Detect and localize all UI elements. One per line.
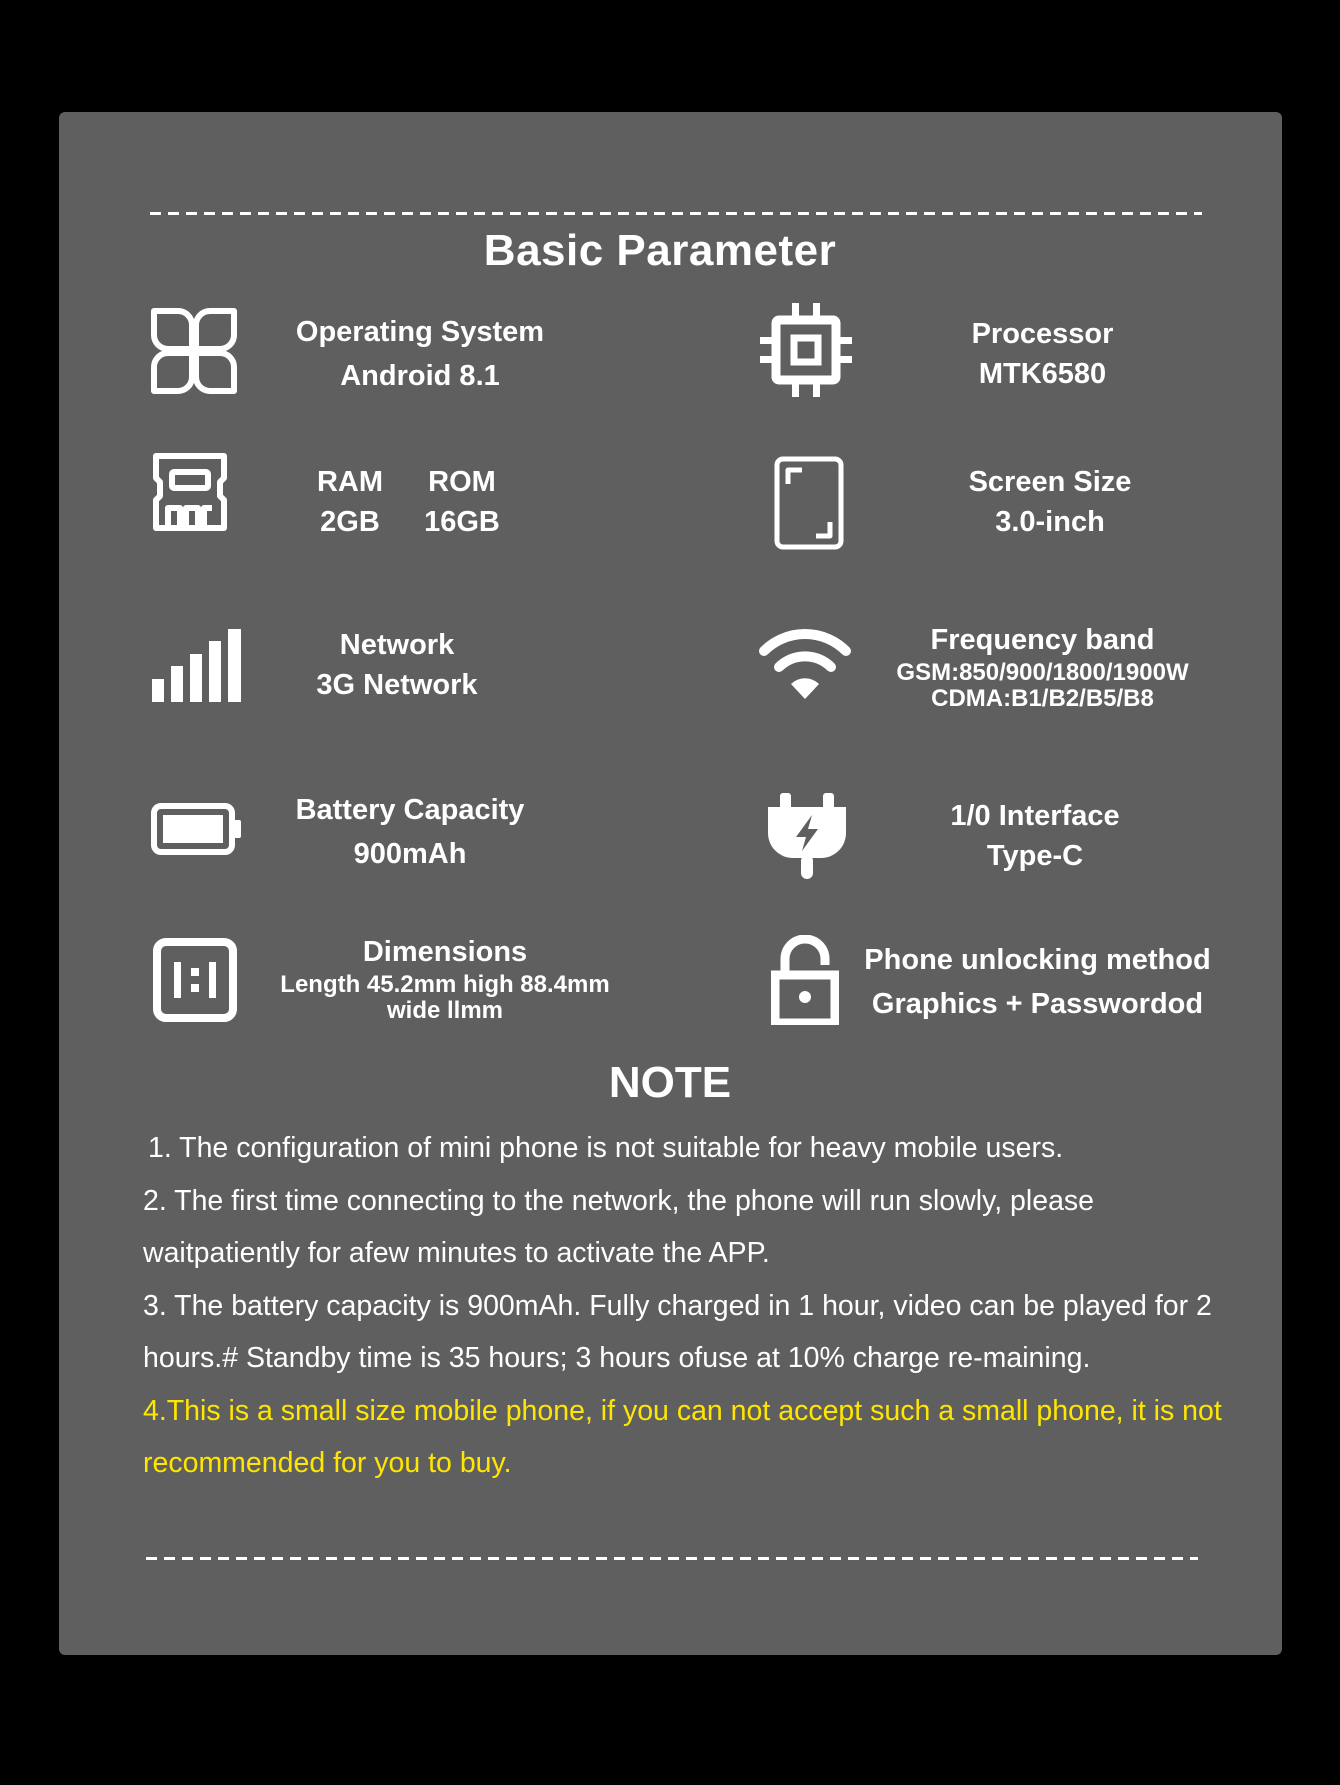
screen-frame-icon	[774, 456, 844, 550]
frequency-cdma: CDMA:B1/B2/B5/B8	[931, 685, 1154, 712]
ram-label: RAM	[316, 466, 384, 498]
unlock-spec	[855, 940, 1220, 1024]
unlock-label: Phone unlocking method	[864, 944, 1211, 976]
unlock-value: Graphics + Passwordod	[871, 988, 1204, 1020]
screen-label: Screen Size	[968, 466, 1132, 498]
network-label: Network	[339, 629, 455, 661]
frequency-label: Frequency band	[930, 624, 1155, 656]
rom-label: ROM	[428, 466, 496, 498]
battery-spec	[280, 790, 540, 874]
frequency-gsm: GSM:850/900/1800/1900W	[896, 659, 1189, 686]
note-item-2: 2. The first time connecting to the network, the phone will run slowly, please waitpatiently for afew minutes to activate the APP.	[143, 1184, 1095, 1269]
note-list	[143, 1122, 1223, 1490]
processor-value: MTK6580	[978, 358, 1107, 390]
screen-spec	[900, 462, 1200, 542]
dimensions-line1: Length 45.2mm high 88.4mm	[280, 971, 610, 998]
dimensions-line2: wide llmm	[386, 997, 504, 1024]
dimensions-label: Dimensions	[362, 936, 528, 968]
battery-value: 900mAh	[353, 838, 467, 870]
aspect-ratio-icon	[153, 938, 237, 1022]
unlocked-padlock-icon	[771, 935, 839, 1025]
battery-icon	[151, 803, 243, 855]
note-title: NOTE	[608, 1058, 732, 1107]
interface-value: Type-C	[986, 840, 1084, 872]
screen-value: 3.0-inch	[995, 506, 1105, 538]
frequency-spec	[870, 620, 1215, 712]
processor-spec	[900, 314, 1185, 394]
cpu-chip-icon	[758, 301, 854, 399]
note-item-1: 1. The configuration of mini phone is not suitable for heavy mobile users.	[148, 1132, 1064, 1164]
rom-value: 16GB	[424, 506, 500, 538]
dimensions-spec	[260, 932, 630, 1024]
interface-label: 1/0 Interface	[950, 800, 1120, 832]
note-item-4-warning: 4.This is a small size mobile phone, if you can not accept such a small phone, it is not recommended for you to buy.	[143, 1394, 1222, 1479]
signal-bars-icon	[151, 628, 245, 702]
network-spec	[292, 625, 502, 705]
interface-spec	[885, 796, 1185, 876]
os-label: Operating System	[295, 316, 545, 348]
windows-grid-icon	[150, 307, 238, 395]
battery-label: Battery Capacity	[295, 794, 525, 826]
wifi-icon	[758, 627, 852, 699]
section-title: Basic Parameter	[483, 226, 837, 275]
network-value: 3G Network	[316, 669, 478, 701]
charging-plug-icon	[766, 793, 848, 879]
memory-card-icon	[150, 452, 230, 532]
note-item-3: 3. The battery capacity is 900mAh. Fully charged in 1 hour, video can be played for 2 hours.# Standby time is 35 hours; 3 hours ofuse at 10% charge re-maining.	[143, 1289, 1212, 1374]
rom-spec	[412, 462, 512, 542]
os-value: Android 8.1	[340, 360, 500, 392]
top-dashed-divider	[150, 212, 1202, 215]
ram-value: 2GB	[320, 506, 380, 538]
os-spec	[270, 312, 570, 396]
processor-label: Processor	[971, 318, 1114, 350]
ram-spec	[300, 462, 400, 542]
bottom-dashed-divider	[146, 1557, 1198, 1560]
